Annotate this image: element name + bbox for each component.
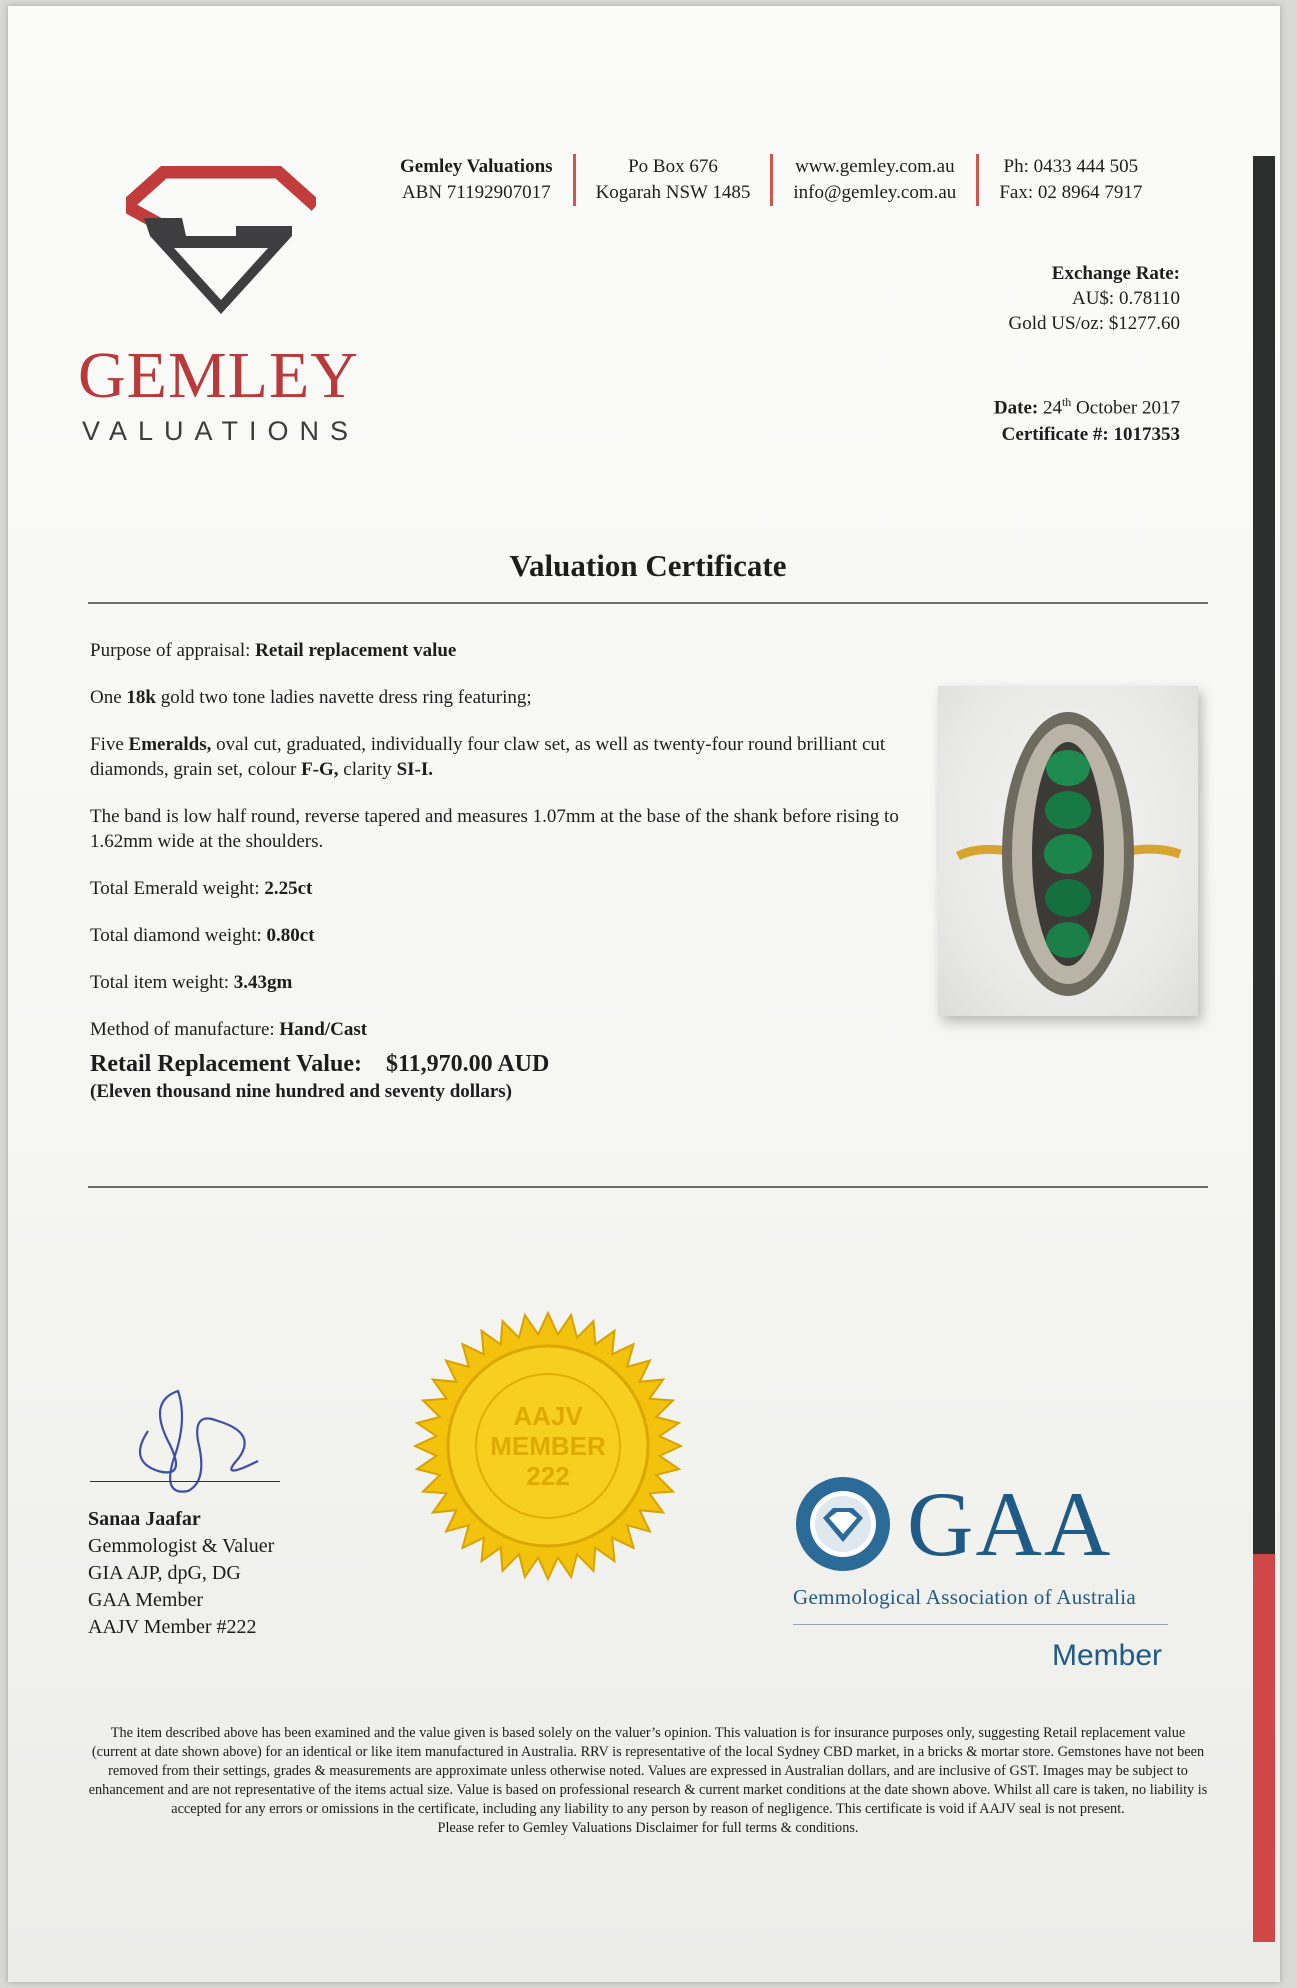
disclaimer-footer: Please refer to Gemley Valuations Disclaimer for full terms & conditions. <box>437 1820 859 1836</box>
emerald-weight-label: Total Emerald weight: <box>90 878 260 899</box>
website-link[interactable]: www.gemley.com.au <box>795 156 955 177</box>
gaa-logo <box>793 1471 1168 1577</box>
item-description <box>90 685 910 710</box>
signer-gaa: GAA Member <box>88 1589 203 1611</box>
gem-logo-icon <box>126 166 316 316</box>
logo-subtitle: VALUATIONS <box>82 416 360 446</box>
gaa-member-label: Member <box>1051 1639 1162 1672</box>
side-bar-dark <box>1253 156 1275 1554</box>
seal-line: AAJV <box>513 1401 583 1431</box>
desc-part: gold two tone ladies navette dress ring featuring; <box>160 687 532 708</box>
contact-header <box>380 154 1162 206</box>
seal-line: MEMBER <box>490 1431 606 1461</box>
fax-number: Fax: 02 8964 7917 <box>999 182 1143 203</box>
date-suffix: th <box>1061 395 1072 409</box>
gaa-logo-block <box>793 1471 1168 1673</box>
ring-photo <box>938 686 1198 1016</box>
gaa-rule <box>793 1624 1168 1625</box>
aud-rate: AU$: 0.78110 <box>1071 288 1180 309</box>
item-weight-value: 3.43gm <box>233 972 293 993</box>
stones-description <box>90 732 910 782</box>
disclaimer <box>88 1724 1208 1838</box>
gemley-logo <box>78 166 368 447</box>
signer-aajv: AAJV Member #222 <box>88 1616 257 1638</box>
seal-text <box>413 1311 683 1581</box>
gold-rate: Gold US/oz: $1277.60 <box>1008 313 1180 334</box>
disclaimer-text: The item described above has been examined and the value given is based solely on the valuer’s opinion. This valuation is for insurance purposes only, suggesting Retail replacement value (current at date shown above) for an identical or like item manufactured in Australia. RRV is representative of the local Sydney CBD market, in a bricks & mortar store. Gemstones have not been removed from their settings, grades & measurements are approximate unless otherwise noted. Values are expressed in Australian dollars, and are inclusive of GST. Images may be subject to enhancement and are not representative of the items actual size. Value is based on professional research & current market conditions at the date shown above. Whilst all care is taken, no liability is accepted for any errors or omissions in the certificate, including any liability to any person by reason of negligence. This certificate is void if AAJV seal is not present. <box>88 1725 1208 1817</box>
body-rule <box>88 1186 1208 1188</box>
clarity-grade: SI-I. <box>396 759 434 780</box>
signer-qualifications: GIA AJP, dpG, DG <box>88 1562 241 1584</box>
date-line <box>994 389 1180 421</box>
gaa-diamond-emblem-icon <box>793 1474 893 1574</box>
item-weight-label: Total item weight: <box>90 972 230 993</box>
diamond-weight-line <box>90 923 910 948</box>
gold-karat: 18k <box>126 687 156 708</box>
certificate-number-line <box>994 421 1180 448</box>
manufacture-line <box>90 1017 910 1042</box>
retail-replacement-value <box>90 1052 910 1077</box>
colour-grade: F-G, <box>301 759 339 780</box>
rrv-amount: $11,970.00 AUD <box>385 1051 550 1077</box>
suburb: Kogarah NSW 1485 <box>595 182 751 203</box>
cert-label: Certificate #: <box>1001 424 1109 446</box>
date-day: 24 <box>1042 397 1062 419</box>
signature-line <box>90 1481 280 1482</box>
phone-block <box>979 154 1162 206</box>
phone-number: Ph: 0433 444 505 <box>1003 156 1139 177</box>
diamond-weight-value: 0.80ct <box>266 925 315 946</box>
certificate-title: Valuation Certificate <box>509 548 787 583</box>
ring-illustration-icon <box>938 686 1198 1016</box>
address-block <box>576 154 771 206</box>
stones-part: Five <box>90 734 124 755</box>
diamond-weight-label: Total diamond weight: <box>90 925 262 946</box>
stones-part: clarity <box>343 759 392 780</box>
purpose-value: Retail replacement value <box>255 640 457 661</box>
date-label: Date: <box>993 397 1039 419</box>
emerald-weight-line <box>90 876 910 901</box>
cert-number: 1017353 <box>1113 424 1180 446</box>
rrv-in-words: (Eleven thousand nine hundred and seventy dollars) <box>90 1081 512 1102</box>
emerald-weight-value: 2.25ct <box>264 878 313 899</box>
signer-name: Sanaa Jaafar <box>88 1508 201 1530</box>
email-link[interactable]: info@gemley.com.au <box>793 182 957 203</box>
certificate-paper <box>8 6 1280 1982</box>
certificate-meta <box>994 389 1180 448</box>
exchange-rate-block <box>1008 261 1180 336</box>
manufacture-value: Hand/Cast <box>279 1019 368 1040</box>
signature-mark <box>118 1371 318 1506</box>
purpose-line <box>90 638 910 663</box>
desc-part: One <box>90 687 122 708</box>
date-rest: October 2017 <box>1076 397 1180 419</box>
valuation-body <box>90 638 910 1104</box>
exchange-label: Exchange Rate: <box>1051 263 1180 284</box>
company-name-block <box>380 154 573 206</box>
stones-part: oval cut, graduated, individually four claw set, as well as twenty-four round brilliant cut diamonds, grain set, colour <box>90 734 886 780</box>
band-description: The band is low half round, reverse tapered and measures 1.07mm at the base of the shank before rising to 1.62mm wide at the shoulders. <box>90 806 899 852</box>
signer-block <box>88 1506 274 1641</box>
po-box: Po Box 676 <box>628 156 718 177</box>
side-bar-red <box>1253 1554 1275 1942</box>
gaa-full-name: Gemmological Association of Australia <box>793 1585 1136 1609</box>
rrv-label: Retail Replacement Value: <box>90 1051 362 1077</box>
company-name: Gemley Valuations <box>400 156 553 177</box>
emeralds-label: Emeralds, <box>128 734 212 755</box>
company-abn: ABN 71192907017 <box>401 182 551 203</box>
aajv-seal <box>413 1311 683 1586</box>
title-rule <box>88 602 1208 604</box>
signer-role: Gemmologist & Valuer <box>88 1535 275 1557</box>
item-weight-line <box>90 970 910 995</box>
logo-wordmark: GEMLEY <box>78 339 359 412</box>
web-block <box>773 154 976 206</box>
gaa-wordmark: GAA <box>907 1473 1113 1575</box>
seal-line: 222 <box>526 1461 570 1491</box>
manufacture-label: Method of manufacture: <box>90 1019 275 1040</box>
purpose-label: Purpose of appraisal: <box>90 640 251 661</box>
